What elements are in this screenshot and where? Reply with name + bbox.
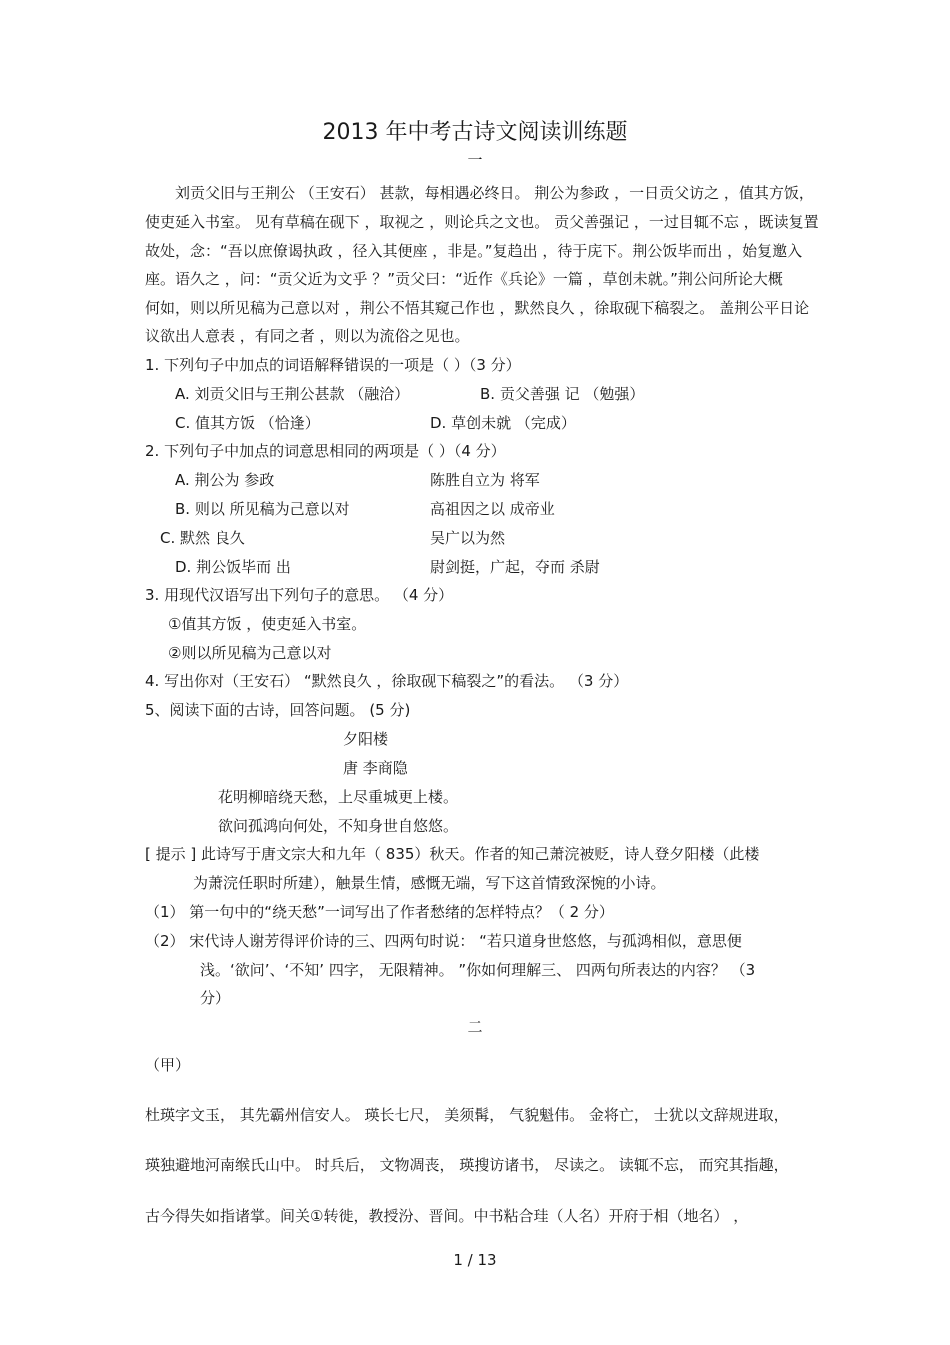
q2-option-c-right: 吴广以为然 bbox=[430, 529, 506, 547]
poem-hint-line: [ 提示 ] 此诗写于唐文宗大和九年（ 835）秋天。作者的知己萧浣被贬，诗人登夕阳楼（此楼 bbox=[145, 845, 760, 863]
q2-option-a-right: 陈胜自立为 将军 bbox=[430, 471, 540, 489]
passage-line: 座。语久之 ，问：“贡父近为文乎 ？”贡父曰：“近作《兵论》一篇 ，草创未就。”荆公问所论大概 bbox=[145, 270, 783, 288]
passage-line: 故处，念：“吾以庶僚谒执政 ，径入其便座 ，非是。”复趋出 ，待于庑下。荆公饭毕而出 ，始复邀入 bbox=[145, 242, 803, 260]
q1-option-d: D. 草创未就 （完成） bbox=[430, 414, 576, 432]
section-two-heading: 二 bbox=[467, 1018, 483, 1036]
q5-subquestion-2: （2） 宋代诗人谢芳得评价诗的三、四两句时说： “若只道身世悠悠，与孤鸿相似，意思便 bbox=[145, 932, 742, 950]
poem-title: 夕阳楼 bbox=[343, 730, 389, 748]
passage-line: 议欲出人意表 ，有同之者 ，则以为流俗之见也。 bbox=[145, 327, 470, 345]
passage-line: 何如，则以所见稿为己意以对 ，荆公不悟其窥己作也 ，默然良久 ，徐取砚下稿裂之。 盖荆公平日论 bbox=[145, 299, 810, 317]
q1-option-b: B. 贡父善强 记 （勉强） bbox=[480, 385, 645, 403]
poem-line-2: 欲问孤鸿向何处，不知身世自悠悠。 bbox=[218, 817, 459, 835]
question-1: 1. 下列句子中加点的词语解释错误的一项是（ ）（3 分） bbox=[145, 356, 521, 374]
question-2: 2. 下列句子中加点的词意思相同的两项是（ ）（4 分） bbox=[145, 442, 506, 460]
passage-line: 刘贡父旧与王荆公 （王安石） 甚款，每相遇必终日。 荆公为参政 ，一日贡父访之 ，值其方饭， bbox=[175, 184, 814, 202]
q3-item-1: ①值其方饭 ，使吏延入书室。 bbox=[168, 615, 367, 633]
q3-item-2: ②则以所见稿为己意以对 bbox=[168, 644, 332, 662]
poem-line-1: 花明柳暗绕天愁，上尽重城更上楼。 bbox=[218, 788, 459, 806]
passage2-line: 杜瑛字文玉， 其先霸州信安人。 瑛长七尺， 美须髯， 气貌魁伟。 金将亡， 士犹以文辞规进取， bbox=[145, 1106, 789, 1124]
q2-option-d-left: D. 荆公饭毕而 出 bbox=[175, 558, 291, 576]
question-3: 3. 用现代汉语写出下列句子的意思。 （4 分） bbox=[145, 586, 454, 604]
q1-option-a: A. 刘贡父旧与王荆公甚款 （融洽） bbox=[175, 385, 410, 403]
document-title: 2013 年中考古诗文阅读训练题 bbox=[322, 120, 628, 145]
q5-subquestion-2-cont: 分） bbox=[200, 989, 231, 1007]
q2-option-d-right: 尉剑挺，广起，夺而 杀尉 bbox=[430, 558, 600, 576]
q5-subquestion-2-cont: 浅。‘欲问’、‘不知’ 四字， 无限精神。 ”你如何理解三、 四两句所表达的内容？ （3 bbox=[200, 961, 756, 979]
passage2-line: 瑛独避地河南缑氏山中。 时兵后， 文物凋丧， 瑛搜访诸书， 尽读之。 读辄不忘， 而究其指趣， bbox=[145, 1156, 789, 1174]
q1-option-c: C. 值其方饭 （恰逢） bbox=[175, 414, 320, 432]
q2-option-a-left: A. 荆公为 参政 bbox=[175, 471, 275, 489]
page-number: 1 / 13 bbox=[453, 1251, 497, 1269]
question-5: 5、阅读下面的古诗，回答问题。 (5 分) bbox=[145, 701, 411, 719]
section-one-heading: 一 bbox=[467, 151, 483, 169]
passage2-line: 古今得失如指诸掌。间关①转徙，教授汾、晋间。中书粘合珪（人名）开府于相（地名） ， bbox=[145, 1207, 749, 1225]
q2-option-b-right: 高祖因之以 成帝业 bbox=[430, 500, 555, 518]
poem-author: 唐 李商隐 bbox=[343, 759, 408, 777]
q2-option-c-left: C. 默然 良久 bbox=[160, 529, 245, 547]
q2-option-b-left: B. 则以 所见稿为己意以对 bbox=[175, 500, 350, 518]
question-4: 4. 写出你对（王安石） “默然良久 ，徐取砚下稿裂之”的看法。 （3 分） bbox=[145, 672, 629, 690]
q5-subquestion-1: （1） 第一句中的“绕天愁”一词写出了作者愁绪的怎样特点？（ 2 分） bbox=[145, 903, 614, 921]
passage-line: 使吏延入书室。 见有草稿在砚下 ，取视之 ，则论兵之文也。 贡父善强记 ，一过目辄不忘 ，既读复置 bbox=[145, 213, 819, 231]
part-jia-label: （甲） bbox=[145, 1056, 191, 1074]
poem-hint-line: 为萧浣任职时所建），触景生情，感慨无端，写下这首情致深惋的小诗。 bbox=[193, 874, 666, 892]
